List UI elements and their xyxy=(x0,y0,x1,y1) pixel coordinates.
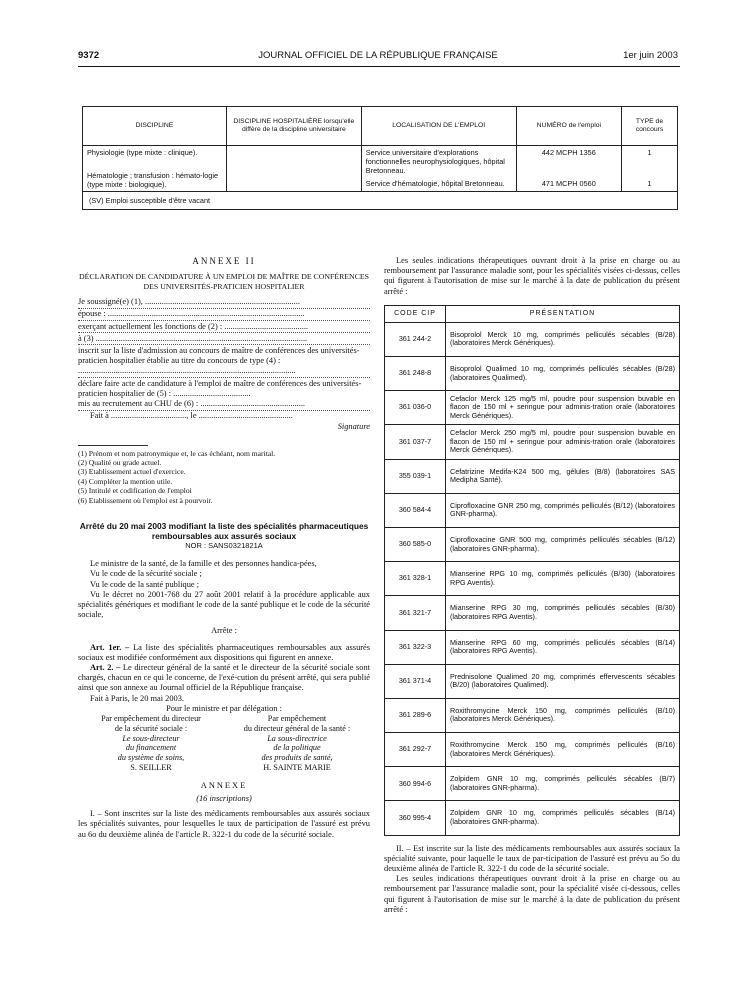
code-cip-cell: 355 039-1 xyxy=(385,459,446,493)
left-column xyxy=(78,256,370,840)
presentation-cell: Zolpidem GNR 10 mg, comprimés pelliculés sécables (B/14) (laboratoires GNR-pharma). xyxy=(446,801,680,835)
journal-title: JOURNAL OFFICIEL DE LA RÉPUBLIQUE FRANÇAISE xyxy=(258,50,498,61)
annex-ii-title: ANNEXE II xyxy=(192,256,256,266)
sign-line: du directeur général de la santé : xyxy=(243,723,351,733)
signatory-name: H. SAINTE MARIE xyxy=(263,763,331,773)
article-1-label: Art. 1er. – xyxy=(90,642,130,652)
sign-line: de la politique xyxy=(273,743,321,753)
table-row xyxy=(385,425,680,459)
sign-line: de la sécurité sociale : xyxy=(114,723,188,733)
page-number: 9372 xyxy=(78,50,100,61)
col-header-number: NUMÉRO de l'emploi xyxy=(516,107,621,146)
form-line: à (3) ..................................................................................................... xyxy=(78,334,370,346)
code-cip-cell: 361 321-7 xyxy=(385,596,446,630)
table-row xyxy=(385,630,680,664)
vu-paragraph: Vu le décret no 2001-768 du 27 août 2001 relatif à la procédure applicable aux spécialités génériques et modifiant le code de la santé publique et le code de la sécurité sociale, xyxy=(78,589,370,620)
table-cell xyxy=(622,146,678,192)
code-cip-cell: 361 371-4 xyxy=(385,664,446,698)
page-header xyxy=(78,50,678,64)
table-row xyxy=(385,801,680,835)
nor-reference: NOR : SANS0321821A xyxy=(185,540,263,550)
code-cip-cell: 360 584-4 xyxy=(385,493,446,527)
form-line: exerçant actuellement les fonctions de (2) : ........................................ xyxy=(78,322,370,334)
section-ii-indications: Les seules indications thérapeutiques ouvrant droit à la prise en charge ou au remboursement par l'assurance maladie sont, pour la spécialité visée ci-dessous, celles qui figurent à l'autorisation de mise sur le marché à la date de publication du présent arrêté : xyxy=(384,874,680,914)
table-row xyxy=(385,527,680,561)
sign-line: Par empêchement xyxy=(267,714,327,724)
code-cip-cell: 361 289-6 xyxy=(385,698,446,732)
code-cip-cell: 360 995-4 xyxy=(385,801,446,835)
signature-block xyxy=(78,714,370,773)
presentation-cell: Bisoprolol Qualimed 10 mg, comprimés pelliculés sécables (B/28) (laboratoires Qualimed). xyxy=(446,357,680,391)
sign-line: La sous-directrice xyxy=(267,733,327,743)
code-cip-cell: 361 244-2 xyxy=(385,322,446,356)
table-footnote: (SV) Emploi susceptible d'être vacant xyxy=(83,192,678,210)
footnote: (1) Prénom et nom patronymique et, le cas échéant, nom marital. xyxy=(78,448,276,458)
arrete-title: Arrêté du 20 mai 2003 modifiant la liste des spécialités pharmaceutiques remboursables aux assurés sociaux xyxy=(79,520,369,541)
presentation-cell: Mianserine RPG 30 mg, comprimés pelliculés sécables (B/30) (laboratoires RPG Aventis). xyxy=(446,596,680,630)
presentation-cell: Roxithromycine Merck 150 mg, comprimés pelliculés (B/16) (laboratoires Merck Génériques). xyxy=(446,733,680,767)
signatory-left xyxy=(78,714,224,773)
type-cell: 1 xyxy=(647,148,652,157)
presentation-cell: Mianserine RPG 10 mg, comprimés pelliculés (B/30) (laboratoires RPG Aventis). xyxy=(446,562,680,596)
table-row xyxy=(385,493,680,527)
section-ii-paragraph: II. – Est inscrite sur la liste des médicaments remboursables aux assurés sociaux la spécialité suivante, pour laquelle le taux de par-ticipation de l'assuré est prévu au 5o du deuxième alinéa de l'article R. 322-1 du code de la sécurité sociale. xyxy=(384,843,680,874)
table-row xyxy=(385,733,680,767)
right-column xyxy=(384,256,680,915)
arrete-label: Arrête : xyxy=(211,626,237,636)
code-cip-cell: 360 994-6 xyxy=(385,767,446,801)
delegation-line: Pour le ministre et par délégation : xyxy=(166,703,282,713)
col-header-code-cip: CODE CIP xyxy=(385,305,446,322)
indications-paragraph: Les seules indications thérapeutiques ouvrant droit à la prise en charge ou au remboursement par l'assurance maladie sont, pour les spécialités visées ci-dessus, celles qui figurent à l'autorisation de mise sur le marché à la date de publication du présent arrêté : xyxy=(384,256,680,296)
section-i-paragraph: I. – Sont inscrites sur la liste des médicaments remboursables aux assurés sociaux les spécialités suivantes, pour lesquelles le taux de participation de l'assuré est prévu au 6o du deuxième alinéa de l'article R. 322-1 du code de la sécurité sociale. xyxy=(78,809,370,839)
code-cip-cell: 361 037-7 xyxy=(385,425,446,459)
presentation-cell: Cefaclor Merck 250 mg/5 ml, poudre pour suspension buvable en flacon de 150 ml + seringue pour adminis-tration orale (laboratoires Merck Génériques). xyxy=(446,425,680,459)
inscriptions-count: (16 inscriptions) xyxy=(196,794,252,804)
sign-line: Le sous-directeur xyxy=(122,733,180,743)
table-row xyxy=(385,664,680,698)
location-cell: Service universitaire d'explorations fonctionnelles neurophysiologiques, hôpital Bretonneau. xyxy=(365,148,505,175)
hospital-discipline-cell xyxy=(226,146,361,192)
footnote: (3) Etablissement actuel d'exercice. xyxy=(78,467,186,477)
code-cip-cell: 361 322-3 xyxy=(385,630,446,664)
signatory-right xyxy=(224,714,370,773)
presentation-cell: Mianserine RPG 60 mg, comprimés pelliculés sécables (B/14) (laboratoires RPG Aventis). xyxy=(446,630,680,664)
number-cell: 471 MCPH 0560 xyxy=(541,179,596,188)
table-cell xyxy=(361,146,516,192)
article-2 xyxy=(78,663,370,694)
code-cip-cell: 361 292-7 xyxy=(385,733,446,767)
table-cell xyxy=(83,146,227,192)
table-row xyxy=(385,459,680,493)
vu-paragraph: Vu le code de la sécurité sociale ; xyxy=(90,569,202,579)
col-header-type: TYPE de concours xyxy=(622,107,678,146)
form-line: déclare faire acte de candidature à l'emploi de maître de conférences des universités-praticien hospitalier de (5) : ..................................... xyxy=(78,378,362,398)
table-row xyxy=(385,562,680,596)
presentation-cell: Ciprofloxacine GNR 250 mg, comprimés pelliculés (B/12) (laboratoires GNR-pharma). xyxy=(446,493,680,527)
form-line: épouse : .............................................................................................. xyxy=(78,309,370,321)
presentation-cell: Bisoprolol Merck 10 mg, comprimés pelliculés sécables (B/28) (laboratoires Merck Génériques). xyxy=(446,322,680,356)
notes-divider xyxy=(78,445,148,446)
col-header-location: LOCALISATION DE L'EMPLOI xyxy=(361,107,516,146)
col-header-hospital-discipline: DISCIPLINE HOSPITALIÈRE lorsqu'elle diffère de la discipline universitaire xyxy=(226,107,361,146)
table-row xyxy=(385,391,680,425)
table-row xyxy=(83,146,678,192)
presentation-cell: Roxithromycine Merck 150 mg, comprimés pelliculés (B/10) (laboratoires Merck Génériques). xyxy=(446,698,680,732)
sign-line: du financement xyxy=(125,743,177,753)
form-line: ........................................................................................................ xyxy=(78,366,370,378)
discipline-cell: Physiologie (type mixte : clinique). xyxy=(87,148,198,157)
presentation-cell: Cefaclor Merck 125 mg/5 ml, poudre pour suspension buvable en flacon de 150 ml + seringue pour adminis-tration orale (laboratoires Merck Génériques). xyxy=(446,391,680,425)
number-cell: 442 MCPH 1356 xyxy=(541,148,596,157)
table-row xyxy=(385,357,680,391)
presentation-cell: Prednisolone Qualimed 20 mg, comprimés effervescents sécables (B/20) (laboratoires Qualimed). xyxy=(446,664,680,698)
footnote: (2) Qualité ou grade actuel. xyxy=(78,457,162,467)
intro-paragraph: Le ministre de la santé, de la famille et des personnes handica-pées, xyxy=(90,559,317,569)
location-cell: Service d'hématologie, hôpital Bretonneau. xyxy=(365,179,505,188)
footnote: (4) Compléter la mention utile. xyxy=(78,476,173,486)
table-row xyxy=(385,698,680,732)
discipline-cell: Hématologie ; transfusion : hémato-logie (type mixte : biologique). xyxy=(87,171,219,189)
presentation-cell: Ciprofloxacine GNR 500 mg, comprimés pelliculés sécables (B/12) (laboratoires GNR-pharma). xyxy=(446,527,680,561)
code-cip-cell: 360 585-0 xyxy=(385,527,446,561)
sign-line: Par empêchement du directeur xyxy=(101,714,201,724)
signature-label: Signature xyxy=(337,422,370,432)
article-2-text: Le directeur général de la santé et le directeur de la sécurité sociale sont chargés, chacun en ce qui le concerne, de l'exé-cution du présent arrêté, qui sera publié ainsi que son annexe au Journal officiel de la République française. xyxy=(78,663,370,693)
presentation-cell: Cefatrizine Medifa-K24 500 mg, gélules (B/8) (laboratoires SAS Medipha Santé). xyxy=(446,459,680,493)
type-cell: 1 xyxy=(647,179,652,188)
declaration-heading: DÉCLARATION DE CANDIDATURE À UN EMPLOI DE MAÎTRE DE CONFÉRENCES DES UNIVERSITÉS-PRATICIEN HOSPITALIER xyxy=(79,272,369,291)
table-cell xyxy=(516,146,621,192)
annexe-title: ANNEXE xyxy=(200,780,248,790)
fait-paragraph: Fait à Paris, le 20 mai 2003. xyxy=(90,693,184,703)
col-header-discipline: DISCIPLINE xyxy=(83,107,227,146)
code-cip-cell: 361 248-8 xyxy=(385,357,446,391)
issue-date: 1er juin 2003 xyxy=(623,50,678,61)
table-row xyxy=(385,767,680,801)
form-line: Je soussigné(e) (1), .......................................................................... xyxy=(78,297,370,309)
form-line: mis au recrutement au CHU de (6) : .................................................. xyxy=(78,399,370,411)
code-cip-cell: 361 328-1 xyxy=(385,562,446,596)
table-row xyxy=(385,322,680,356)
article-1-text: La liste des spécialités pharmaceutiques remboursables aux assurés sociaux est modifiée conformément aux dispositions qui figurent en annexe. xyxy=(78,642,371,662)
medications-table xyxy=(384,305,680,836)
col-header-presentation: PRÉSENTATION xyxy=(446,305,680,322)
vu-paragraph: Vu le code de la santé publique ; xyxy=(90,579,200,589)
article-1 xyxy=(78,643,370,663)
signatory-name: S. SEILLER xyxy=(130,763,172,773)
form-line: inscrit sur la liste d'admission au concours de maître de conférences des universités-praticien hospitalier établie au titre du concours de type (4) : xyxy=(78,345,360,366)
code-cip-cell: 361 036-0 xyxy=(385,391,446,425)
positions-table xyxy=(82,106,678,210)
form-line: Fait à ...................................., le ............................................. xyxy=(90,411,293,421)
header-rule xyxy=(78,66,680,67)
footnote: (6) Etablissement où l'emploi est à pourvoir. xyxy=(78,495,213,505)
footnote: (5) Intitulé et codification de l'emploi xyxy=(78,486,192,496)
presentation-cell: Zolpidem GNR 10 mg, comprimés pelliculés sécables (B/7) (laboratoires GNR-pharma). xyxy=(446,767,680,801)
article-2-label: Art. 2. – xyxy=(90,663,121,673)
sign-line: des produits de santé, xyxy=(261,753,333,763)
table-row xyxy=(385,596,680,630)
sign-line: du système de soins, xyxy=(117,753,185,763)
